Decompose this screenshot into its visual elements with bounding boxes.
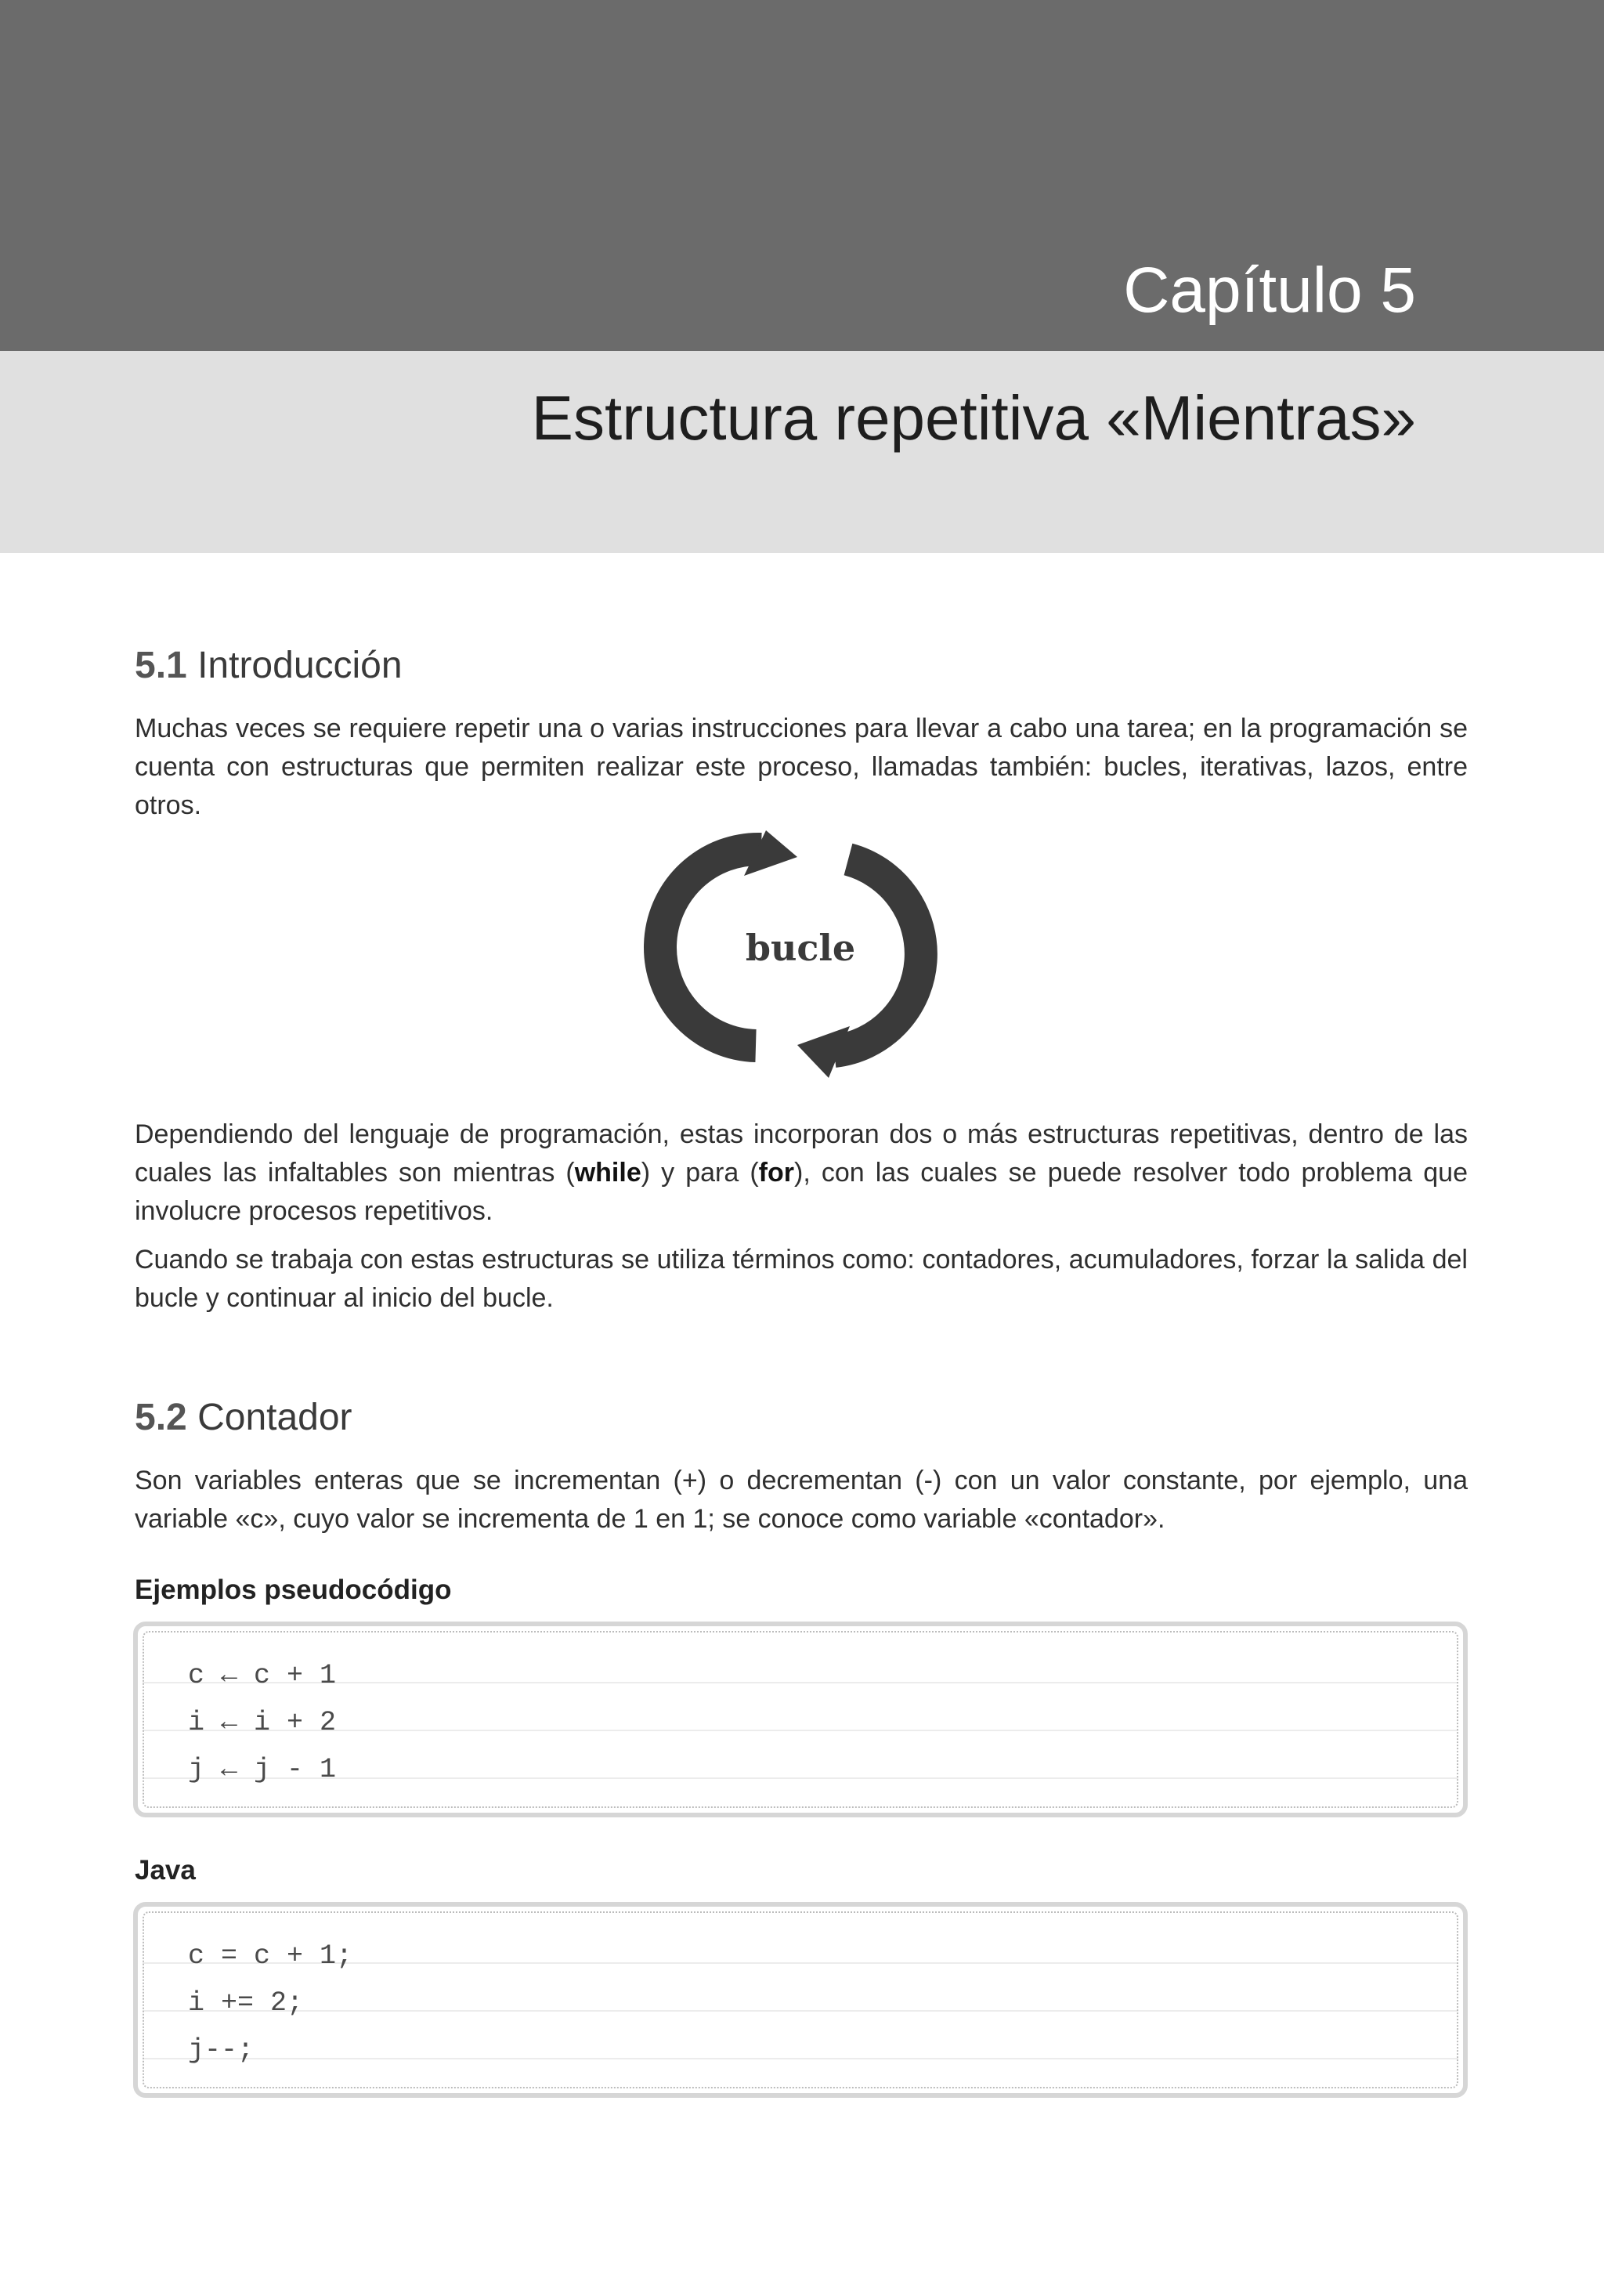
section-title: Contador [197, 1397, 352, 1438]
intro-paragraph: Muchas veces se requiere repetir una o varias instrucciones para llevar a cabo una tarea; en la programación se cuenta con estructuras que permiten realizar este proceso, llamadas también: bucles, iterativas, lazos, entre otros. [135, 714, 1468, 820]
code-line: i += 2; [188, 1987, 304, 2019]
section-heading-intro [135, 647, 403, 685]
java-code-block [133, 1902, 1468, 2098]
counter-paragraph: Son variables enteras que se incrementan (+) o decrementan (-) con un valor constante, por ejemplo, una variable «c», cuyo valor se incrementa de 1 en 1; se conoce como variable «contador». [135, 1466, 1468, 1534]
section-title: Introducción [197, 645, 403, 686]
pseudocode-block [133, 1622, 1468, 1817]
loop-label: bucle [745, 927, 856, 969]
code-line: c ← c + 1 [188, 1660, 337, 1691]
java-heading: Java [135, 1855, 196, 1886]
code-line: j--; [188, 2034, 255, 2066]
code-area [143, 1631, 1458, 1808]
section-heading-counter [135, 1399, 352, 1437]
pseudocode-heading: Ejemplos pseudocódigo [135, 1575, 452, 1605]
code-line: c = c + 1; [188, 1940, 353, 1972]
loop-figure [642, 824, 956, 1083]
text-part: ) y para ( [641, 1158, 759, 1188]
code-line: j ← j - 1 [188, 1754, 337, 1785]
chapter-label: Capítulo 5 [1123, 255, 1416, 326]
languages-paragraph [135, 1115, 1468, 1231]
code-line: i ← i + 2 [188, 1707, 337, 1738]
chapter-title: Estructura repetitiva «Mientras» [531, 383, 1416, 453]
terms-paragraph: Cuando se trabaja con estas estructuras se utiliza términos como: contadores, acumuladores, forzar la salida del bucle y continuar al inicio del bucle. [135, 1245, 1468, 1313]
section-number: 5.2 [135, 1397, 187, 1438]
keyword-for: for [758, 1158, 794, 1188]
text-part: Dependiendo del lenguaje de programación, estas incorporan dos o más estructuras repetitivas, dentro de las cuales las infaltables son mientras ( [135, 1119, 1468, 1188]
keyword-while: while [574, 1158, 641, 1188]
text-part: ), con las cuales se puede resolver todo problema que involucre procesos repetitivos. [135, 1158, 1468, 1226]
code-area [143, 1911, 1458, 2088]
section-number: 5.1 [135, 645, 187, 686]
